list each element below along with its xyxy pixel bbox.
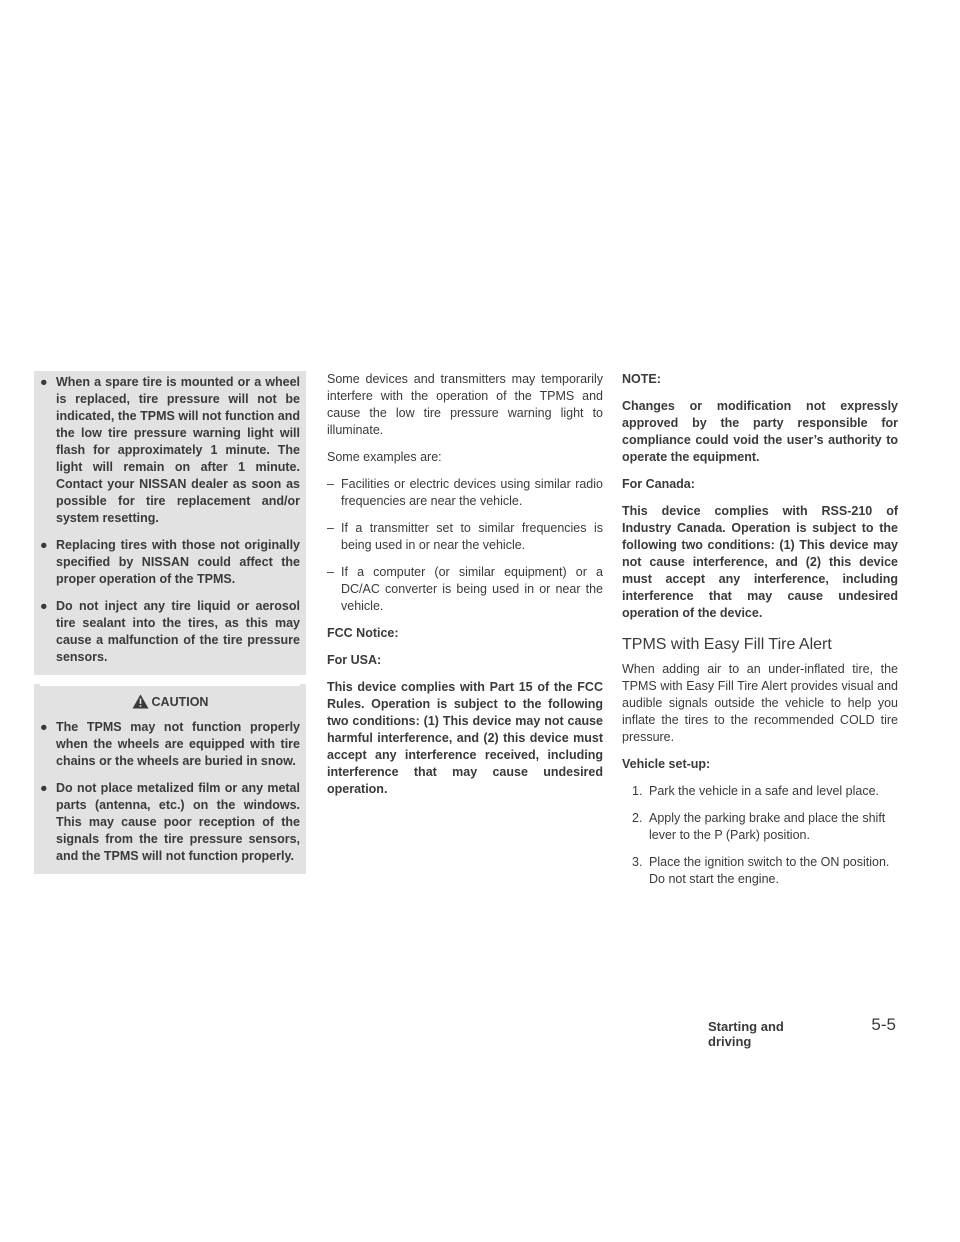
- caution-heading: CAUTION: [40, 684, 300, 719]
- examples-label: Some examples are:: [327, 450, 442, 464]
- interference-intro: Some devices and transmitters may temporarily interfere with the operation of the TPMS and cause the low tire pressure warning light to illuminate.: [327, 372, 603, 437]
- dash-icon: –: [327, 477, 334, 491]
- for-canada-heading: For Canada:: [622, 477, 695, 491]
- page-number: 5-5: [871, 1015, 896, 1034]
- note-heading: NOTE:: [622, 372, 661, 386]
- for-usa-heading: For USA:: [327, 653, 382, 667]
- canada-compliance-text: This device complies with RSS-210 of Industry Canada. Operation is subject to the following two conditions: (1) This device may not cause interference, and (2) this device must accept any interference, including interference that may cause undesired operation of the device.: [622, 504, 898, 620]
- caution-box: [34, 684, 306, 874]
- bullet-icon: ●: [40, 781, 48, 795]
- column-middle: [327, 371, 603, 808]
- page-footer: [708, 1015, 896, 1049]
- fcc-notice-heading: FCC Notice:: [327, 626, 399, 640]
- column-left: [34, 371, 306, 874]
- list-item: – Facilities or electric devices using similar radio frequencies are near the vehicle.: [327, 477, 603, 508]
- footer-section-title: Starting and driving: [708, 1019, 784, 1049]
- section-text: When adding air to an under-inflated tire, the TPMS with Easy Fill Tire Alert provides visual and audible signals outside the vehicle to help you inflate the tires to the recommended COLD tire pressure.: [622, 662, 898, 744]
- warning-item: ● Replacing tires with those not originally specified by NISSAN could affect the proper operation of the TPMS.: [40, 538, 300, 586]
- warning-box: [34, 371, 306, 675]
- step-item: 1. Park the vehicle in a safe and level place.: [632, 784, 879, 798]
- warning-item: ● Do not inject any tire liquid or aerosol tire sealant into the tires, as this may cause a malfunction of the tire pressure sensors.: [40, 599, 300, 664]
- list-item: – If a transmitter set to similar frequencies is being used in or near the vehicle.: [327, 521, 603, 552]
- warning-triangle-icon: [132, 694, 149, 709]
- step-item: 3. Place the ignition switch to the ON position. Do not start the engine.: [632, 855, 890, 886]
- warning-item: ● When a spare tire is mounted or a wheel is replaced, tire pressure will not be indicated, the TPMS will not function and the low tire pressure warning light will flash for approximately 1 minute. The light will remain on after 1 minute. Contact your NISSAN dealer as soon as possible for tire replacement and/or system resetting.: [40, 375, 300, 525]
- usa-compliance-text: This device complies with Part 15 of the FCC Rules. Operation is subject to the following two conditions: (1) This device may not cause harmful interference, and (2) this device must accept any interference received, including interference that may cause undesired operation.: [327, 680, 603, 796]
- caution-item: ● Do not place metalized film or any metal parts (antenna, etc.) on the windows. This may cause poor reception of the signals from the tire pressure sensors, and the TPMS will not function properly.: [40, 781, 300, 863]
- bullet-icon: ●: [40, 599, 48, 613]
- bullet-icon: ●: [40, 375, 48, 389]
- dash-icon: –: [327, 565, 334, 579]
- column-right: [622, 371, 898, 898]
- note-text: Changes or modification not expressly approved by the party responsible for compliance could void the user’s authority to operate the equipment.: [622, 399, 898, 464]
- step-item: 2. Apply the parking brake and place the shift lever to the P (Park) position.: [632, 811, 886, 842]
- list-item: – If a computer (or similar equipment) or a DC/AC converter is being used in or near the vehicle.: [327, 565, 603, 613]
- bullet-icon: ●: [40, 538, 48, 552]
- bullet-icon: ●: [40, 720, 48, 734]
- setup-heading: Vehicle set-up:: [622, 757, 711, 771]
- dash-icon: –: [327, 521, 334, 535]
- caution-item: ● The TPMS may not function properly when the wheels are equipped with tire chains or the wheels are buried in snow.: [40, 720, 300, 768]
- section-heading: TPMS with Easy Fill Tire Alert: [622, 636, 832, 653]
